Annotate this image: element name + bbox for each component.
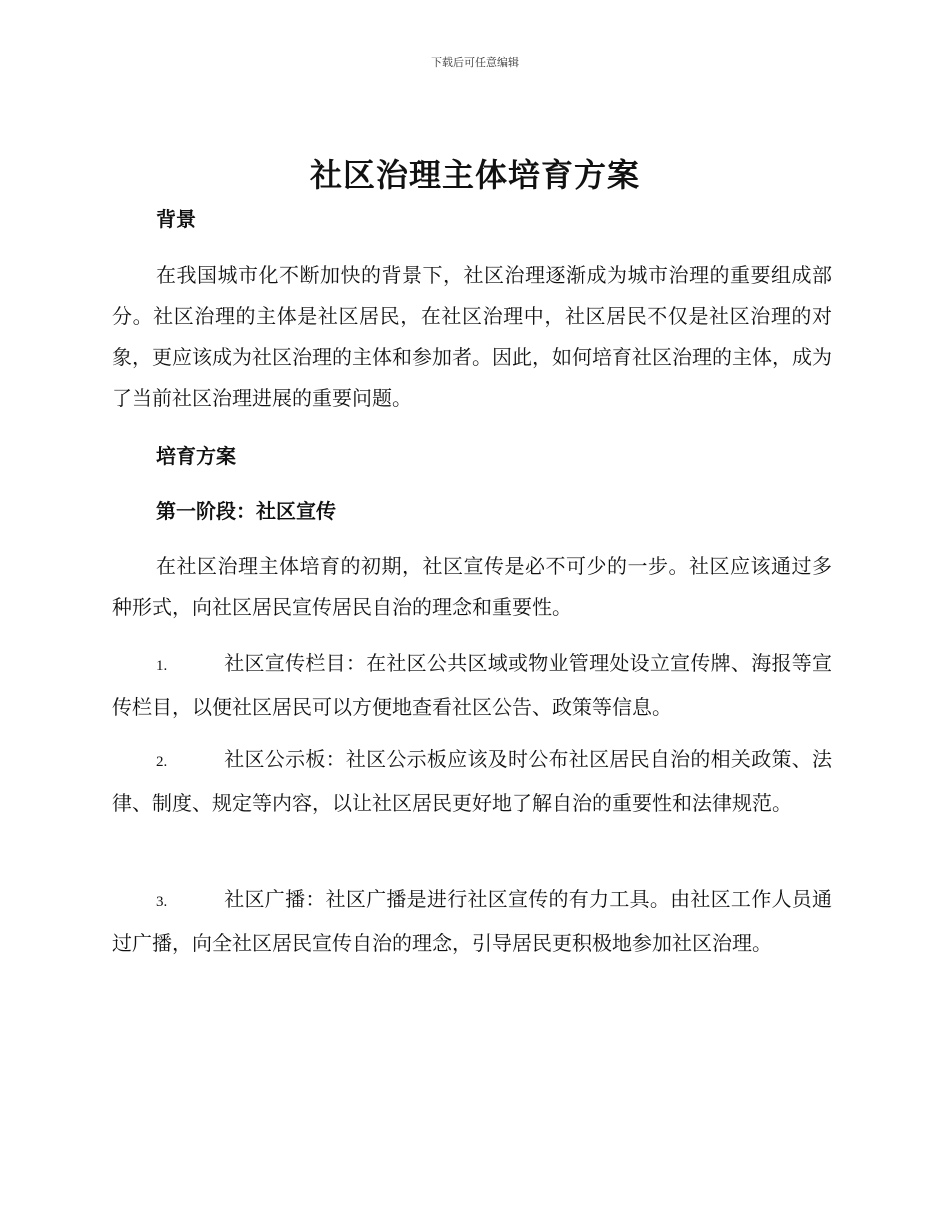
list-item-number: 1. xyxy=(156,658,168,674)
list-item-1 xyxy=(112,643,832,728)
background-heading: 背景 xyxy=(156,207,196,231)
plan-heading-block xyxy=(112,436,832,477)
list-item-text: 社区广播：社区广播是进行社区宣传的有力工具。由社区工作人员通过广播，向全社区居民宣传自治的理念，引导居民更积极地参加社区治理。 xyxy=(112,887,832,955)
stage1-heading: 第一阶段：社区宣传 xyxy=(156,499,336,523)
header-note: 下载后可任意编辑 xyxy=(431,56,519,69)
background-paragraph-block xyxy=(112,255,832,419)
list-item-number: 2. xyxy=(156,754,168,770)
list-item-3 xyxy=(112,879,832,964)
background-heading-block xyxy=(112,199,832,240)
list-item-text: 社区公示板：社区公示板应该及时公布社区居民自治的相关政策、法律、制度、规定等内容，以让社区居民更好地了解自治的重要性和法律规范。 xyxy=(112,747,832,815)
stage1-paragraph-block xyxy=(112,546,832,628)
list-item-text: 社区宣传栏目：在社区公共区域或物业管理处设立宣传牌、海报等宣传栏目，以便社区居民可以方便地查看社区公告、政策等信息。 xyxy=(112,651,832,719)
stage1-heading-block xyxy=(112,491,832,532)
background-paragraph: 在我国城市化不断加快的背景下，社区治理逐渐成为城市治理的重要组成部分。社区治理的主体是社区居民，在社区治理中，社区居民不仅是社区治理的对象，更应该成为社区治理的主体和参加者。因此，如何培育社区治理的主体，成为了当前社区治理进展的重要问题。 xyxy=(112,263,832,410)
list-item-2 xyxy=(112,739,832,824)
list-item-number: 3. xyxy=(156,894,168,910)
document-title: 社区治理主体培育方案 xyxy=(309,156,640,194)
stage1-paragraph: 在社区治理主体培育的初期，社区宣传是必不可少的一步。社区应该通过多种形式，向社区居民宣传居民自治的理念和重要性。 xyxy=(112,554,832,619)
plan-heading: 培育方案 xyxy=(156,444,236,468)
